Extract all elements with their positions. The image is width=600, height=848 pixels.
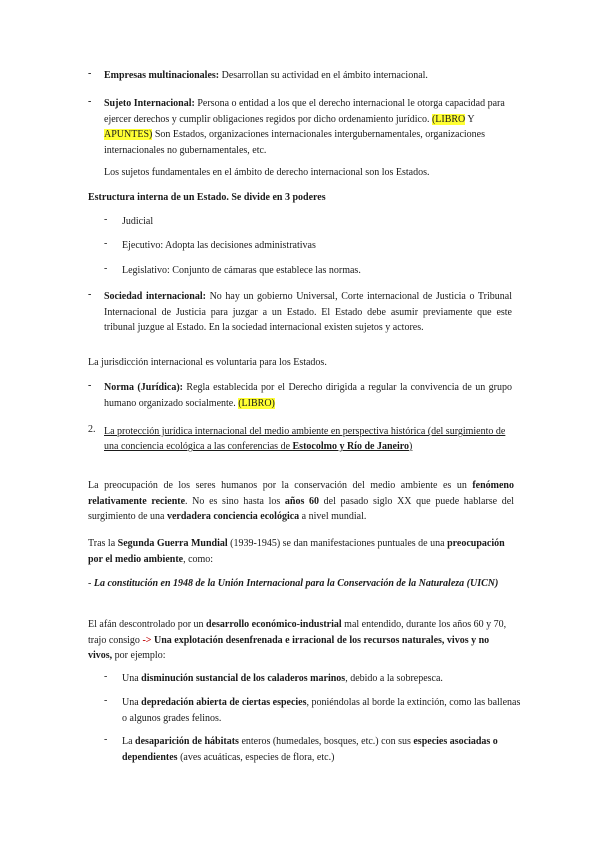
bold-text: especies asociadas o dependientes [122,736,498,763]
text: a nivel mundial. [299,511,367,522]
sociedad-term: Sociedad internacional: [104,291,206,302]
paragraph-2 [88,536,514,567]
text: , debido a la sobrepesca. [345,673,443,684]
text: . No es sino hasta los [185,495,285,507]
text: enteros (humedales, bosques, etc.) con sus [238,736,414,747]
bullet-dash: - [88,289,92,300]
arrow-icon: -> [142,634,152,646]
norma-item [104,380,512,411]
sujeto-text2: Son Estados, organizaciones internacionales intergubernamentales, organizaciones internacionales no gubernamentales, etc. [104,129,486,156]
poder-judicial [122,214,153,230]
poder-name: Judicial [122,216,154,227]
poder-desc: Adopta las decisiones administrativas [163,240,316,251]
bullet-dash: - [88,96,92,107]
norma-text: Regla establecida por el Derecho dirigida a regular la convivencia de un grupo humano organizado socialmente. [104,382,512,409]
apuntes-highlight: APUNTES) [104,129,153,140]
bold-text: años 60 [284,495,320,507]
text: La [122,736,136,747]
sujeto-item [104,96,522,158]
section-number: 2. [88,424,96,435]
text: Una [122,673,142,684]
text: (1939-1945) se dan manifestaciones puntuales de una [227,538,448,549]
paragraph-3 [88,617,514,664]
empresas-item [104,68,534,84]
uicn-item [88,576,514,592]
bold-text: preocupación por el medio ambiente [88,538,505,565]
bold-text: Una explotación desenfrenada e irracional de los recursos naturales, vivos y no vivos, [88,634,490,661]
sujeto-y: Y [465,113,475,125]
norma-term: Norma (Jurídica): [104,382,183,393]
uicn-text: La constitución en 1948 de la Unión Internacional para la Conservación de la Naturaleza (UICN) [93,578,499,589]
text: , como: [183,553,214,565]
text: Tras la [88,538,118,549]
bold-text: fenómeno relativamente reciente [88,480,514,507]
bullet-dash: - [88,380,92,391]
text: , poniéndolas al borde la extinción, como las ballenas o algunos grades felinos. [122,697,521,724]
section-title-b: Estocolmo y Río de Janeiro [292,441,409,452]
bullet-dash: - [104,263,108,274]
poder-ejecutivo [122,238,316,254]
sujeto-text1: Persona o entidad a los que el derecho internacional le otorga capacidad para ejercer derechos y cumplir obligaciones regidos por dicho ordenamiento jurídico. [104,98,505,125]
bullet-dash: - [104,214,108,225]
sociedad-text: No hay un gobierno Universal, Corte internacional de Justicia o Tribunal Internacional de Justicia para juzgar a un Estado. El Estado debe asumir previamente que este tribunal juzgue al Estado. En la sociedad internacional existen sujetos y actores. [104,291,512,333]
sujeto-term: Sujeto Internacional: [104,98,195,109]
bullet-dash: - [104,695,108,706]
estructura-heading: Estructura interna de un Estado. Se divide en 3 poderes [88,192,326,203]
section-title [104,424,512,454]
bold-text: desarrollo económico-industrial [206,619,342,630]
text: El afán descontrolado por un [88,619,207,630]
uicn-dash: - [88,578,94,589]
libro-highlight: (LIBRO [431,113,466,125]
bullet-dash: - [104,671,108,682]
bold-text: depredación abierta de ciertas especies [141,697,307,708]
poder-desc: Conjunto de cámaras que establece las normas. [169,265,361,276]
ejemplo-item [122,671,522,687]
bold-text: verdadera conciencia ecológica [166,511,300,522]
bold-text: Segunda Guerra Mundial [117,538,228,549]
poder-name: Legislativo: [122,265,170,276]
sujeto-note: Los sujetos fundamentales en el ámbito de derecho internacional son los Estados. [104,167,430,178]
text: Una [122,697,142,708]
bullet-dash: - [104,734,108,745]
text: por ejemplo: [112,650,166,661]
bold-text: disminución sustancial de los caladeros marinos [141,673,346,684]
bold-text: desaparición de hábitats [135,736,239,747]
section-title-a: La protección jurídica internacional del medio ambiente en perspectiva histórica (del surgimiento de una conciencia ecológica a las conferencias de [104,426,506,452]
text: (aves acuáticas, especies de flora, etc.) [177,751,335,763]
poder-legislativo [122,263,361,279]
ejemplo-item [122,734,522,765]
ejemplo-item [122,695,522,726]
bullet-dash: - [104,238,108,249]
empresas-text: Desarrollan su actividad en el ámbito internacional. [219,70,428,81]
norma-libro-highlight: (LIBRO) [238,397,275,409]
empresas-term: Empresas multinacionales: [104,70,220,81]
section-title-c: ) [409,441,413,452]
paragraph-1 [88,478,514,525]
text: La preocupación de los seres humanos por la conservación del medio ambiente es un [88,480,473,491]
poder-name: Ejecutivo: [122,240,164,251]
text: mal entendido, durante los años 60 y 70, trajo consigo [88,619,507,646]
bullet-dash: - [88,68,92,79]
jurisdiccion-text: La jurisdicción internacional es voluntaria para los Estados. [88,357,327,368]
sociedad-item [104,289,512,336]
text: del pasado siglo XX que puede hablarse del surgimiento de una [88,495,514,522]
